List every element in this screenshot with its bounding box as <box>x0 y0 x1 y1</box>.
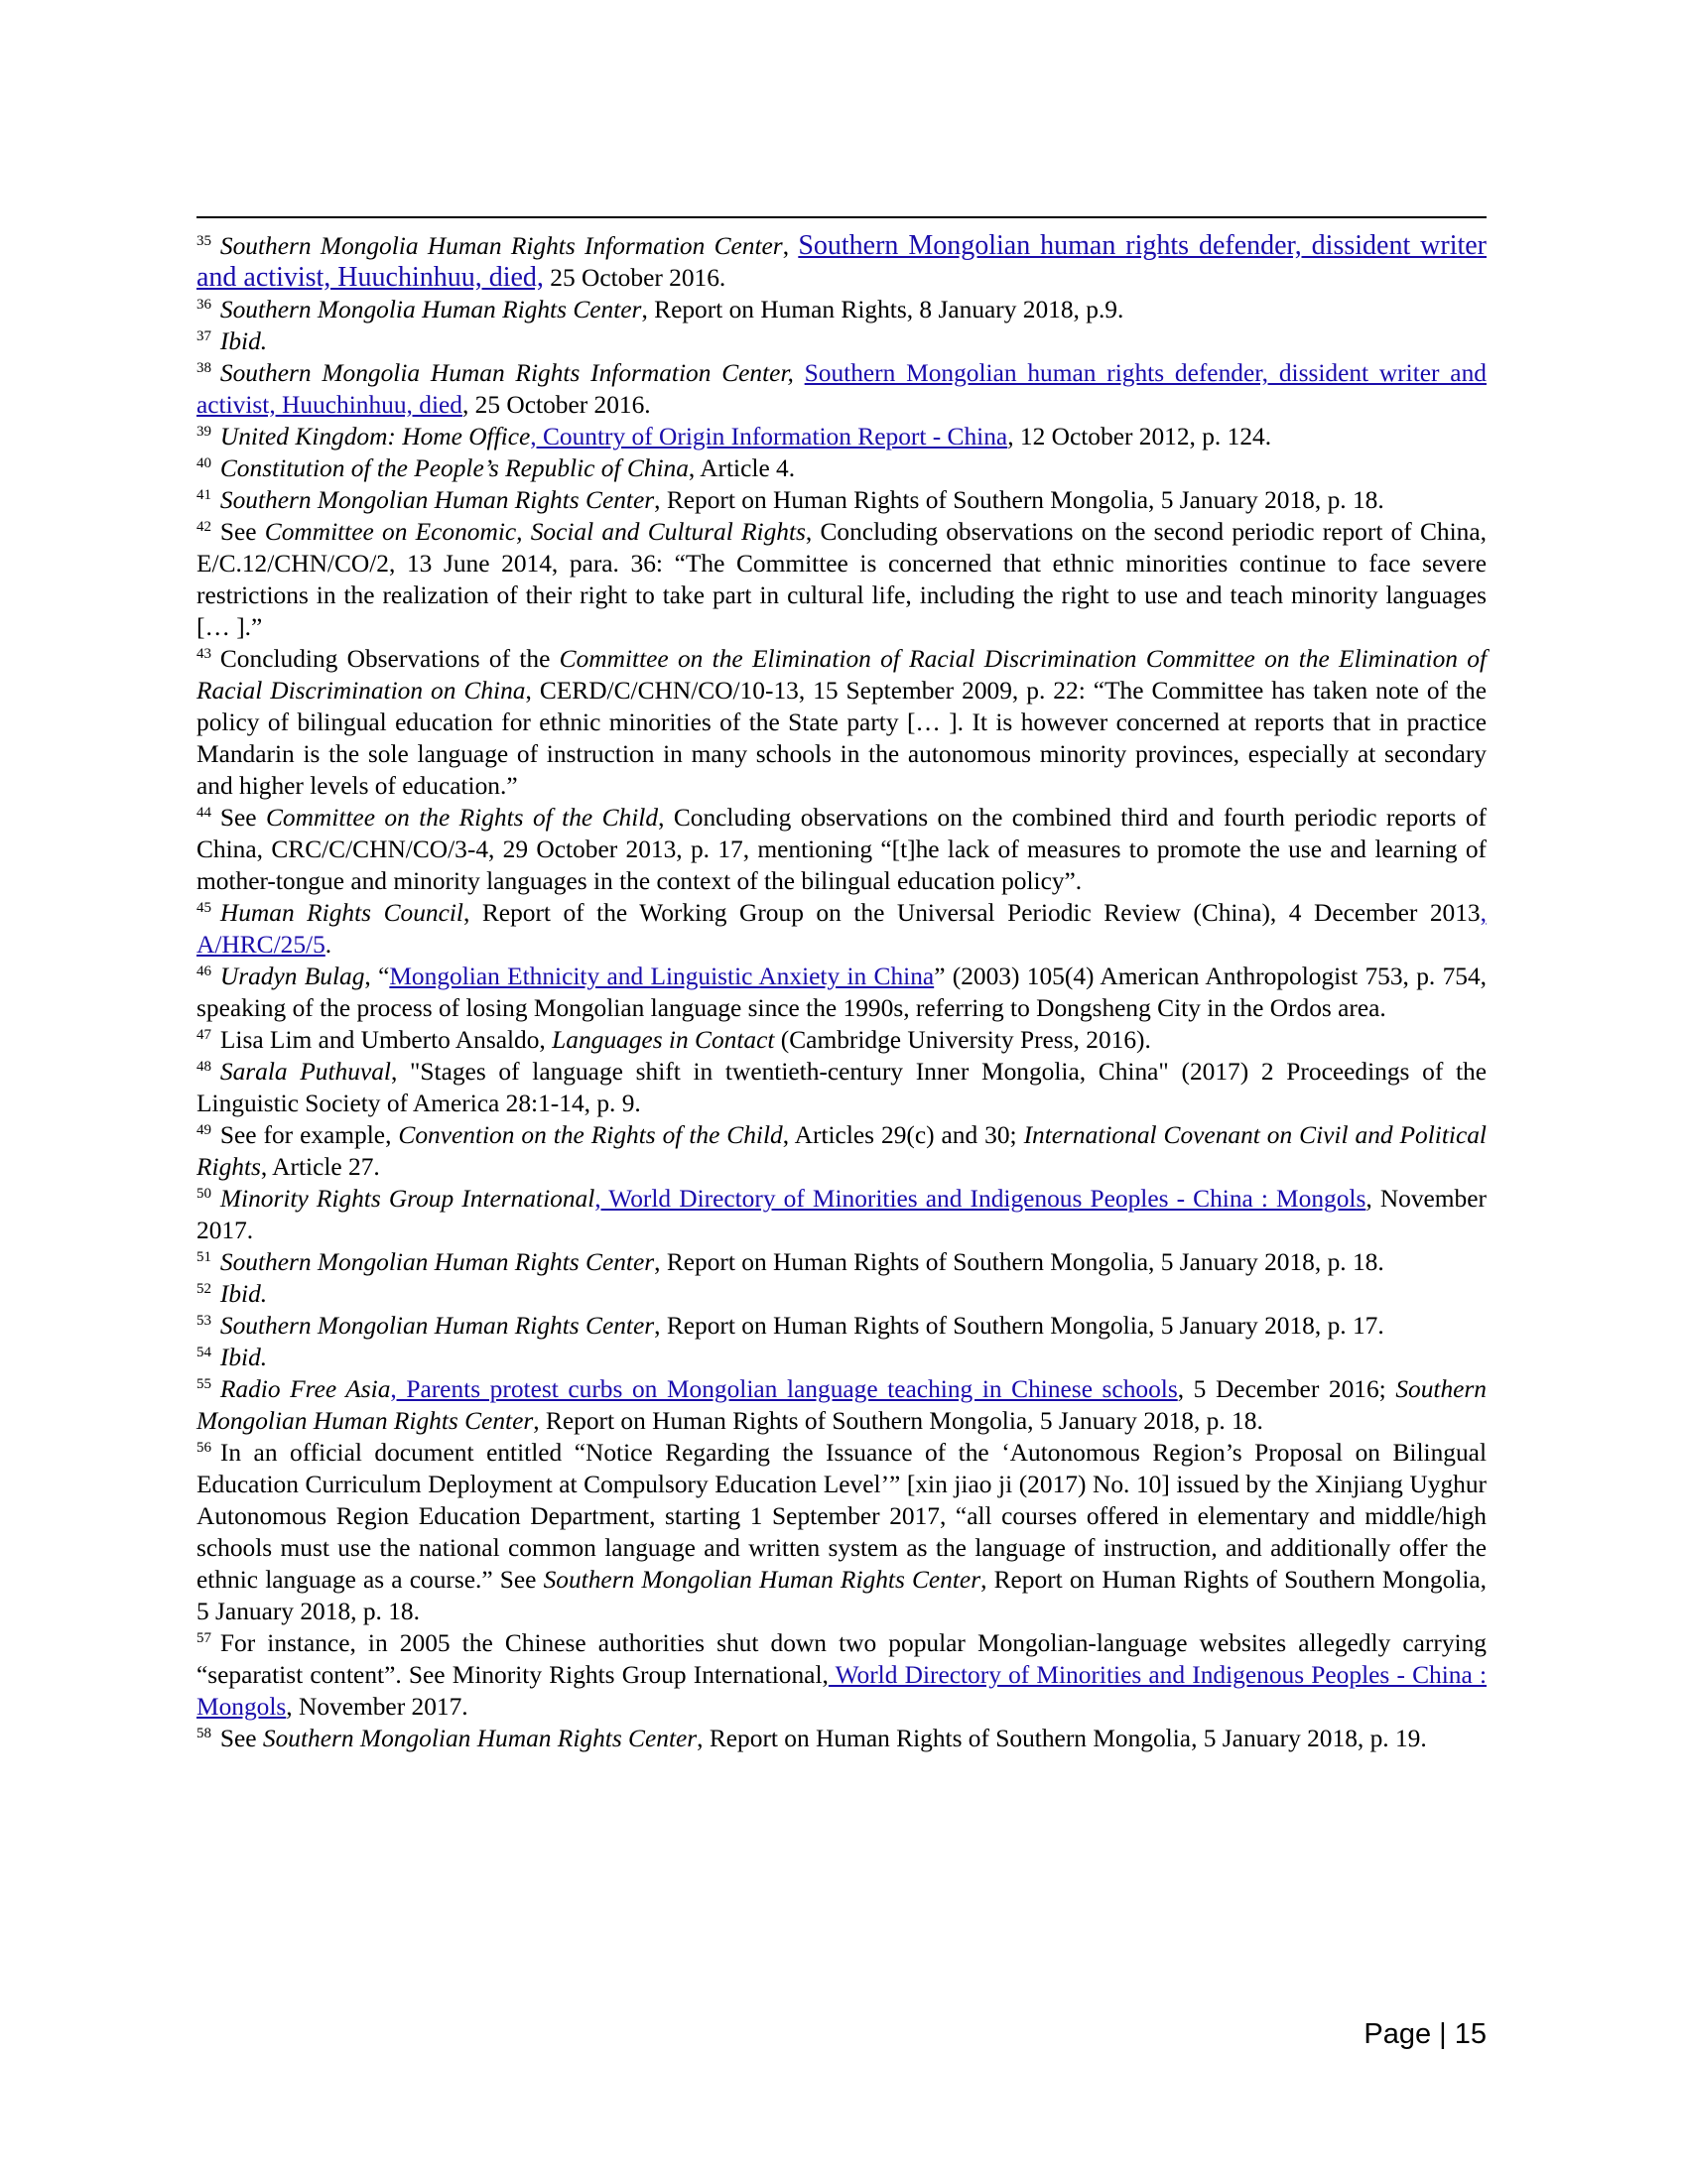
citation-title: Southern Mongolian Human Rights Center <box>219 1312 655 1340</box>
footnote-number: 54 <box>196 1345 211 1360</box>
footnote-46 <box>196 961 1487 1024</box>
citation-title: Constitution of the People’s Republic of China <box>219 454 689 482</box>
citation-title: Southern Mongolian Human Rights Center <box>219 486 655 514</box>
citation-link[interactable]: Mongolian Ethnicity and Linguistic Anxiety in China <box>389 963 935 990</box>
citation-text: , Article 4. <box>688 454 796 482</box>
citation-link[interactable]: Southern Mongolian human rights defender, dissident writer and activist, Huuchinhuu, died <box>196 359 1487 419</box>
citation-title: Radio Free Asia <box>219 1375 391 1403</box>
citation-text: , Articles 29(c) and 30; <box>782 1121 1024 1149</box>
footnote-50 <box>196 1183 1487 1246</box>
footnote-number: 57 <box>196 1630 211 1646</box>
footnote-number: 47 <box>196 1027 211 1043</box>
footnote-number: 53 <box>196 1313 211 1329</box>
citation-text: , Report on Human Rights, 8 January 2018, p.9. <box>641 296 1124 323</box>
citation-text: , <box>782 232 799 260</box>
footnote-38 <box>196 357 1487 421</box>
footnote-35 <box>196 230 1487 294</box>
citation-title: Uradyn Bulag <box>219 963 365 990</box>
footnote-number: 42 <box>196 519 211 535</box>
citation-text: For instance, in 2005 the Chinese authorities shut down two popular Mongolian-language websites allegedly carrying “separatist content”. See Minority Rights Group International, <box>196 1629 1487 1689</box>
footnote-number: 43 <box>196 646 211 662</box>
footnote-number: 44 <box>196 805 211 821</box>
citation-text: , Report on Human Rights of Southern Mongolia, 5 January 2018, p. 19. <box>697 1725 1427 1752</box>
citation-text: , Article 27. <box>260 1153 380 1181</box>
citation-link[interactable]: Southern Mongolian human rights defender, dissident writer and activist, Huuchinhuu, died, <box>196 230 1488 293</box>
citation-text: . <box>325 931 332 959</box>
footnote-37 <box>196 325 1487 357</box>
citation-text: (Cambridge University Press, 2016). <box>774 1026 1151 1054</box>
footnote-number: 49 <box>196 1122 211 1138</box>
footnote-54 <box>196 1342 1487 1373</box>
citation-text: Lisa Lim and Umberto Ansaldo, <box>219 1026 553 1054</box>
citation-title: Southern Mongolia Human Rights Information Center, <box>219 359 794 387</box>
citation-title: Minority Rights Group International <box>219 1185 595 1213</box>
footnote-number: 51 <box>196 1249 211 1265</box>
citation-title: International Covenant on Civil and Political Rights <box>196 1121 1487 1181</box>
footnotes-section <box>196 230 1487 1754</box>
page-number: Page | 15 <box>1363 2018 1487 2050</box>
footnote-number: 40 <box>196 455 211 471</box>
citation-text: See <box>219 518 265 546</box>
citation-text: See <box>219 804 266 832</box>
citation-text: , CERD/C/CHN/CO/10-13, 15 September 2009, p. 22: “The Committee has taken note of the policy of bilingual education for ethnic minorities of the State party [… ]. It is however concerned at reports that in practice Mandarin is the sole language of instruction in many schools in the autonomous minority provinces, especially at secondary and higher levels of education.” <box>196 677 1488 800</box>
citation-title: Southern Mongolia Human Rights Center <box>219 296 642 323</box>
citation-link[interactable]: , Country of Origin Information Report - China <box>530 423 1008 450</box>
citation-title: Southern Mongolian Human Rights Center <box>543 1566 981 1594</box>
citation-link[interactable]: , Parents protest curbs on Mongolian language teaching in Chinese schools <box>390 1375 1178 1403</box>
footnote-43 <box>196 643 1487 802</box>
citation-text: , 12 October 2012, p. 124. <box>1007 423 1272 450</box>
citation-title: Ibid. <box>219 327 268 355</box>
citation-title: Ibid. <box>219 1280 268 1308</box>
footnote-number: 48 <box>196 1059 211 1075</box>
citation-text: , Report on Human Rights of Southern Mongolia, 5 January 2018, p. 18. <box>196 1566 1488 1625</box>
footnote-number: 39 <box>196 424 211 440</box>
citation-title: Human Rights Council <box>219 899 463 927</box>
footnote-41 <box>196 484 1487 516</box>
citation-text: In an official document entitled “Notice Regarding the Issuance of the ‘Autonomous Region’s Proposal on Bilingual Education Curriculum Deployment at Compulsory Education Level’” [xin jiao ji (2017) No. 10] issued by the Xinjiang Uyghur Autonomous Region Education Department, starting 1 September 2017, “all courses offered in elementary and middle/high schools must use the national common language and written system as the language of instruction, and additionally offer the ethnic language as a course.” See <box>196 1439 1487 1594</box>
citation-title: Southern Mongolian Human Rights Center <box>219 1248 655 1276</box>
footnote-52 <box>196 1278 1487 1310</box>
citation-link[interactable]: World Directory of Minorities and Indigenous Peoples - China : Mongols <box>196 1661 1487 1721</box>
footnote-number: 55 <box>196 1376 211 1392</box>
footnote-number: 38 <box>196 360 211 376</box>
citation-title: Convention on the Rights of the Child <box>398 1121 783 1149</box>
citation-text: , November 2017. <box>286 1693 468 1721</box>
citation-text: , Report on Human Rights of Southern Mongolia, 5 January 2018, p. 18. <box>654 486 1384 514</box>
citation-title: Sarala Puthuval <box>219 1058 391 1086</box>
footnote-number: 56 <box>196 1440 211 1456</box>
citation-title: Committee on Economic, Social and Cultural Rights <box>264 518 806 546</box>
footnote-number: 36 <box>196 297 211 313</box>
citation-text: , Report on Human Rights of Southern Mongolia, 5 January 2018, p. 18. <box>654 1248 1384 1276</box>
citation-text: , Concluding observations on the combined third and fourth periodic reports of China, CRC/C/CHN/CO/3-4, 29 October 2013, p. 17, mentioning “[t]he lack of measures to promote the use and learning of mother-tongue and minority languages in the context of the bilingual education policy”. <box>196 804 1487 895</box>
footnote-separator <box>196 216 1487 218</box>
footnote-40 <box>196 452 1487 484</box>
citation-text: , “ <box>364 963 390 990</box>
footnote-49 <box>196 1119 1487 1183</box>
footnote-36 <box>196 294 1487 325</box>
citation-title: Committee on the Rights of the Child <box>265 804 659 832</box>
citation-text: , Concluding observations on the second periodic report of China, E/C.12/CHN/CO/2, 13 June 2014, para. 36: “The Committee is concerned that ethnic minorities continue to face severe restrictions in the realization of their right to take part in cultural life, including the right to use and teach minority languages [… ].” <box>196 518 1487 641</box>
footnote-55 <box>196 1373 1487 1437</box>
footnote-48 <box>196 1056 1487 1119</box>
citation-title: Committee on the Elimination of Racial Discrimination Committee on the Elimination of Racial Discrimination on China <box>196 645 1487 705</box>
footnote-number: 37 <box>196 328 211 344</box>
citation-title: Southern Mongolia Human Rights Information Center <box>219 232 783 260</box>
citation-text: Concluding Observations of the <box>219 645 560 673</box>
footnote-number: 50 <box>196 1186 211 1202</box>
citation-title: United Kingdom: Home Office <box>219 423 531 450</box>
footnote-45 <box>196 897 1487 961</box>
citation-text: , "Stages of language shift in twentieth-century Inner Mongolia, China" (2017) 2 Proceedings of the Linguistic Society of America 28:1-14, p. 9. <box>196 1058 1488 1117</box>
citation-title: Southern Mongolian Human Rights Center <box>196 1375 1487 1435</box>
citation-text: 25 October 2016. <box>543 264 726 292</box>
footnote-58 <box>196 1723 1487 1754</box>
footnote-51 <box>196 1246 1487 1278</box>
citation-text: , 5 December 2016; <box>1177 1375 1396 1403</box>
citation-text: , Report of the Working Group on the Universal Periodic Review (China), 4 December 2013 <box>462 899 1481 927</box>
footnote-number: 45 <box>196 900 211 916</box>
footnote-39 <box>196 421 1487 452</box>
footnote-57 <box>196 1627 1487 1723</box>
citation-link[interactable]: , World Directory of Minorities and Indigenous Peoples - China : Mongols <box>594 1185 1366 1213</box>
citation-text: , Report on Human Rights of Southern Mongolia, 5 January 2018, p. 17. <box>654 1312 1384 1340</box>
footnote-47 <box>196 1024 1487 1056</box>
citation-title: Southern Mongolian Human Rights Center <box>262 1725 698 1752</box>
citation-text: , November 2017. <box>196 1185 1487 1244</box>
citation-link[interactable]: , A/HRC/25/5 <box>196 899 1487 959</box>
citation-text: See for example, <box>219 1121 399 1149</box>
citation-text: , 25 October 2016. <box>461 391 651 419</box>
citation-text: , Report on Human Rights of Southern Mongolia, 5 January 2018, p. 18. <box>533 1407 1263 1435</box>
citation-text: ” (2003) 105(4) American Anthropologist 753, p. 754, speaking of the process of losing Mongolian language since the 1990s, referring to Dongsheng City in the Ordos area. <box>196 963 1487 1022</box>
citation-title: Languages in Contact <box>552 1026 775 1054</box>
footnote-number: 46 <box>196 964 211 979</box>
citation-text: See <box>219 1725 263 1752</box>
citation-text <box>794 359 805 387</box>
footnote-53 <box>196 1310 1487 1342</box>
footnote-42 <box>196 516 1487 643</box>
citation-title: Ibid. <box>219 1344 268 1371</box>
footnote-number: 35 <box>196 233 211 249</box>
footnote-number: 41 <box>196 487 211 503</box>
footnote-56 <box>196 1437 1487 1627</box>
footnote-44 <box>196 802 1487 897</box>
footnote-number: 58 <box>196 1726 211 1741</box>
footnote-number: 52 <box>196 1281 211 1297</box>
